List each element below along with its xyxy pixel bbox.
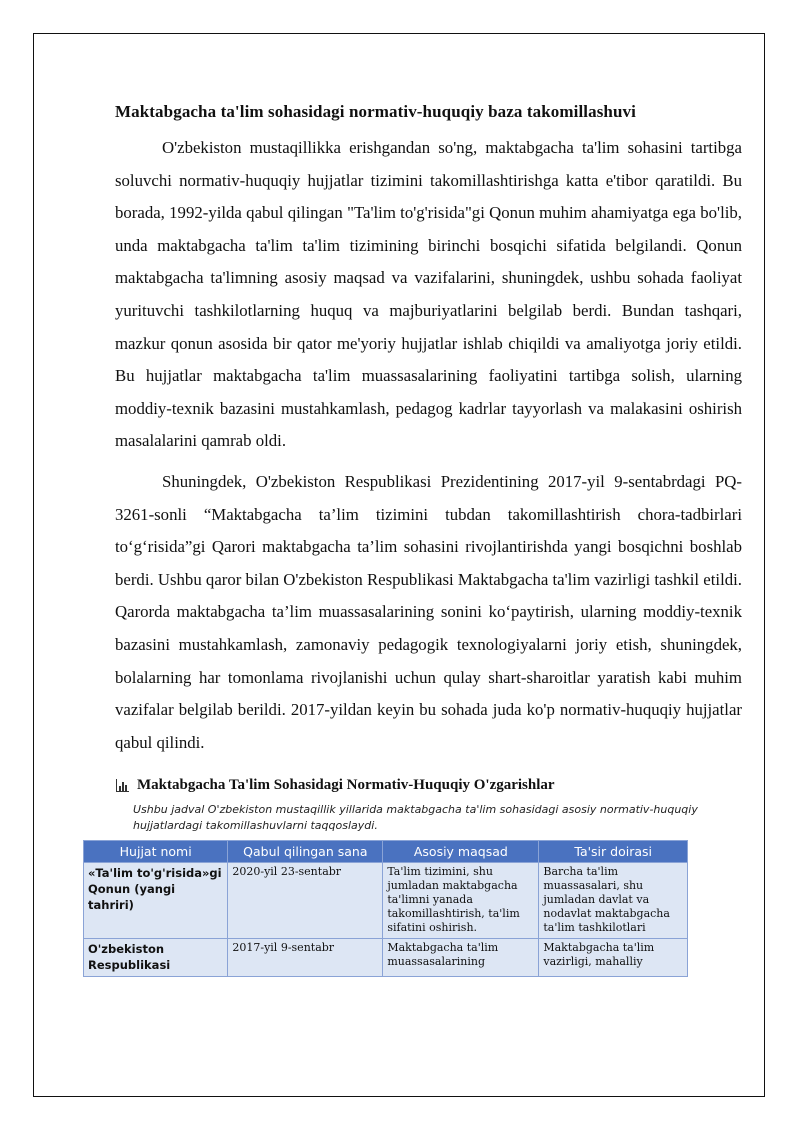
column-header: Asosiy maqsad [383, 841, 539, 863]
goal-cell: Ta'lim tizimini, shu jumladan maktabgacha ta'limni yanada takomillashtirish, ta'lim sifatini oshirish. [383, 863, 539, 939]
document-body [88, 98, 742, 977]
table-note: Ushbu jadval O'zbekiston mustaqillik yillarida maktabgacha ta'lim sohasidagi asosiy normativ-huquqiy hujjatlardagi takomillashuvlarni taqqoslaydi. [133, 803, 698, 833]
table-header-row [84, 841, 688, 863]
scope-cell: Maktabgacha ta'lim vazirligi, mahalliy [539, 939, 688, 977]
paragraph-2: Shuningdek, O'zbekiston Respublikasi Prezidentining 2017-yil 9-sentabrdagi PQ-3261-sonli “Maktabgacha ta’lim tizimini tubdan takomillashtirish chora-tadbirlari to‘g‘risida”gi Qarori maktabgacha ta’lim sohasini rivojlantirishda yangi bosqichni boshlab berdi. Ushbu qaror bilan O'zbekiston Respublikasi Maktabgacha ta'lim vazirligi tashkil etildi. Qarorda maktabgacha ta’lim muassasalarining sonini ko‘paytirish, ularning moddiy-texnik bazasini mustahkamlash, zamonaviy pedagogik texnologiyalarni joriy etish, shuningdek, bolalarning har tomonlama rivojlanishi uchun qulay shart-sharoitlar yaratish kabi muhim vazifalar belgilab berildi. 2017-yildan keyin bu sohada juda ko'p normativ-huquqiy hujjatlar qabul qilindi. [115, 471, 742, 752]
date-cell: 2020-yil 23-sentabr [228, 863, 383, 939]
document-heading: Maktabgacha ta'lim sohasidagi normativ-huquqiy baza takomillashuvi [115, 102, 636, 121]
comparison-table [83, 840, 688, 977]
column-header: Ta'sir doirasi [539, 841, 688, 863]
goal-cell: Maktabgacha ta'lim muassasalarining [383, 939, 539, 977]
column-header: Hujjat nomi [84, 841, 228, 863]
document-name-cell: O'zbekiston Respublikasi [84, 939, 228, 977]
column-header: Qabul qilingan sana [228, 841, 383, 863]
table-row [84, 939, 688, 977]
scope-cell: Barcha ta'lim muassasalari, shu jumladan davlat va nodavlat maktabgacha ta'lim tashkilotlari [539, 863, 688, 939]
table-row [84, 863, 688, 939]
bar-chart-icon [116, 779, 129, 792]
date-cell: 2017-yil 9-sentabr [228, 939, 383, 977]
table-title [116, 777, 742, 794]
document-name-cell: «Ta'lim to'g'risida»gi Qonun (yangi tahriri) [84, 863, 228, 939]
paragraph-1: O'zbekiston mustaqillikka erishgandan so'ng, maktabgacha ta'lim sohasini tartibga soluvchi normativ-huquqiy hujjatlar tizimini takomillashtirishga katta e'tibor qaratildi. Bu borada, 1992-yilda qabul qilingan "Ta'lim to'g'risida"gi Qonun muhim ahamiyatga ega bo'lib, unda maktabgacha ta'lim ta'lim tizimining birinchi bosqichi sifatida belgilandi. Qonun maktabgacha ta'limning asosiy maqsad va vazifalarini, shuningdek, ushbu sohada faoliyat yurituvchi tashkilotlarning huquq va majburiyatlarini belgilab berdi. Bundan tashqari, mazkur qonun asosida bir qator me'yoriy hujjatlar ishlab chiqildi va amaliyotga joriy etildi. Bu hujjatlar maktabgacha ta'lim muassasalarining faoliyatini tartibga solish, ularning moddiy-texnik bazasini mustahkamlash, pedagog kadrlar tayyorlash va malakasini oshirish masalalarini qamrab oldi. [115, 138, 742, 451]
table-title-text: Maktabgacha Ta'lim Sohasidagi Normativ-Huquqiy O'zgarishlar [137, 777, 555, 794]
